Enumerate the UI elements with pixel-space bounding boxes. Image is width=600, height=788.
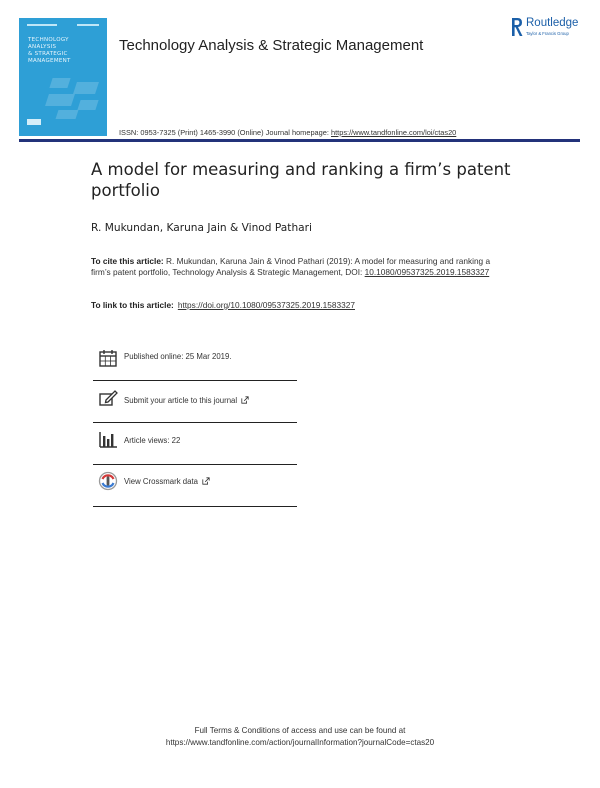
terms-footer bbox=[0, 725, 600, 749]
citation-block bbox=[91, 256, 501, 278]
cite-label: To cite this article: bbox=[91, 256, 164, 266]
journal-homepage-link[interactable]: https://www.tandfonline.com/loi/ctas20 bbox=[331, 128, 457, 137]
crossmark-row[interactable] bbox=[93, 466, 297, 507]
crossmark-icon bbox=[98, 471, 118, 491]
article-title[interactable]: A model for measuring and ranking a firm’s patent portfolio bbox=[91, 160, 511, 200]
published-online-row bbox=[93, 340, 297, 381]
header-divider bbox=[19, 139, 580, 142]
cover-title-line: MANAGEMENT bbox=[28, 58, 71, 64]
edit-icon bbox=[98, 388, 118, 408]
footer-line: Full Terms & Conditions of access and use can be found at bbox=[194, 726, 406, 735]
issn-text: ISSN: 0953-7325 (Print) 1465-3990 (Online) Journal homepage: bbox=[119, 128, 331, 137]
journal-cover bbox=[19, 18, 107, 136]
bar-chart-icon bbox=[98, 430, 118, 450]
cover-title-line: & STRATEGIC bbox=[28, 51, 68, 57]
cite-doi-link[interactable]: 10.1080/09537325.2019.1583327 bbox=[364, 267, 490, 277]
publisher-name: Routledge bbox=[526, 17, 579, 29]
crossmark-link[interactable] bbox=[124, 477, 210, 486]
link-to-article bbox=[91, 300, 355, 310]
cover-title-line: ANALYSIS bbox=[28, 44, 57, 50]
cover-strip bbox=[77, 24, 99, 26]
calendar-icon bbox=[98, 348, 118, 368]
cover-title-line: TECHNOLOGY bbox=[28, 37, 69, 43]
article-authors[interactable]: R. Mukundan, Karuna Jain & Vinod Pathari bbox=[91, 222, 312, 234]
article-doi-url-link[interactable]: https://doi.org/10.1080/09537325.2019.1583327 bbox=[177, 300, 355, 310]
cover-strip bbox=[27, 24, 57, 26]
crossmark-text: View Crossmark data bbox=[124, 477, 198, 486]
publisher-tagline: Taylor & Francis Group bbox=[526, 31, 569, 36]
article-views-row bbox=[93, 424, 297, 465]
article-views-text: Article views: 22 bbox=[124, 436, 181, 445]
external-link-icon bbox=[241, 396, 249, 404]
journal-information-link[interactable]: https://www.tandfonline.com/action/journalInformation?journalCode=ctas20 bbox=[165, 738, 435, 747]
published-online-text: Published online: 25 Mar 2019. bbox=[124, 352, 232, 361]
link-label: To link to this article: bbox=[91, 300, 174, 310]
cover-graphic bbox=[45, 76, 105, 122]
submit-article-text: Submit your article to this journal bbox=[124, 396, 238, 405]
cover-publisher-logo bbox=[27, 119, 41, 125]
external-link-icon bbox=[202, 477, 210, 485]
issn-line bbox=[119, 128, 456, 137]
routledge-logo[interactable] bbox=[510, 16, 595, 44]
routledge-r-icon bbox=[510, 16, 524, 38]
journal-title[interactable]: Technology Analysis & Strategic Management bbox=[119, 37, 424, 54]
cite-text: R. Mukundan, Karuna Jain & Vinod Pathari (2019): A model for measuring and ranking a firm’s patent portfolio, Technology Analysis & Strategic Management, DOI: bbox=[91, 256, 491, 277]
cover-title bbox=[28, 37, 98, 65]
submit-article-row[interactable] bbox=[93, 382, 297, 423]
submit-article-link[interactable] bbox=[124, 396, 249, 405]
